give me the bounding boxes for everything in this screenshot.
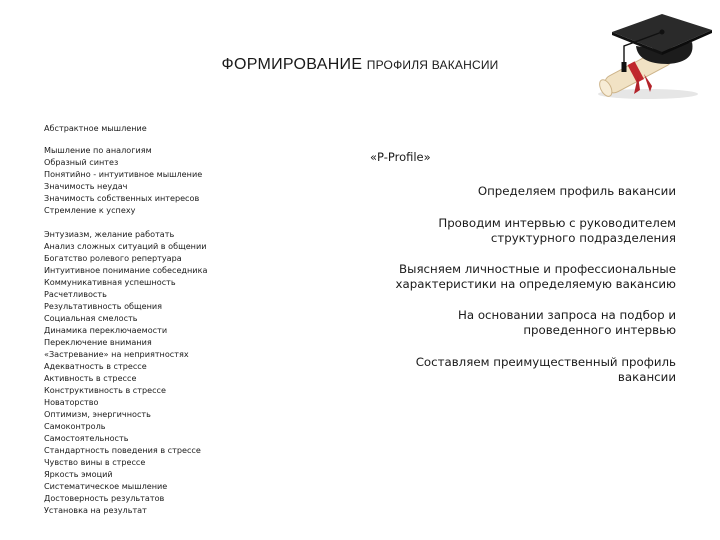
competency-item: Анализ сложных ситуаций в общении (44, 241, 207, 251)
competency-item: Динамика переключаемости (44, 325, 168, 335)
competency-item: Понятийно - интуитивное мышление (44, 169, 203, 179)
competency-item: Достоверность результатов (44, 493, 165, 503)
competency-list (44, 122, 294, 528)
competency-group-thinking (44, 144, 294, 216)
competency-item: Энтузиазм, желание работать (44, 229, 175, 239)
competency-item: Стандартность поведения в стрессе (44, 445, 201, 455)
competency-item: Образный синтез (44, 157, 119, 167)
page-title (0, 56, 720, 74)
step-2: Проводим интервью с руководителем структурного подразделения (438, 216, 676, 245)
competency-item: Коммуникативная успешность (44, 277, 176, 287)
competency-item: Установка на результат (44, 505, 147, 515)
competency-item: Систематическое мышление (44, 481, 168, 491)
competency-item: Яркость эмоций (44, 469, 113, 479)
competency-item: Результативность общения (44, 301, 163, 311)
competency-item: Расчетливость (44, 289, 107, 299)
step-1: Определяем профиль вакансии (477, 184, 676, 198)
competency-item: Чувство вины в стрессе (44, 457, 146, 467)
competency-item: Конструктивность в стрессе (44, 385, 166, 395)
competency-item: Социальная смелость (44, 313, 138, 323)
competency-item: Самостоятельность (44, 433, 129, 443)
competency-item: Мышление по аналогиям (44, 145, 152, 155)
step-4: На основании запроса на подбор и проведенного интервью (457, 308, 676, 337)
profile-steps (360, 150, 676, 385)
competency-group-abstract (44, 122, 294, 134)
competency-item: Самоконтроль (44, 421, 106, 431)
competency-item: Оптимизм, энергичность (44, 409, 151, 419)
competency-item: «Застревание» на неприятностях (44, 349, 189, 359)
competency-item: Переключение внимания (44, 337, 152, 347)
graduation-cap-diploma-icon (588, 6, 714, 102)
competency-item: Стремление к успеху (44, 205, 136, 215)
competency-item: Абстрактное мышление (44, 123, 147, 133)
competency-item: Богатство ролевого репертуара (44, 253, 182, 263)
competency-item: Активность в стрессе (44, 373, 137, 383)
competency-item: Адекватность в стрессе (44, 361, 147, 371)
competency-group-personal (44, 228, 294, 516)
profile-label: «P-Profile» (370, 150, 431, 164)
page-title-main: ФОРМИРОВАНИЕ (221, 56, 363, 73)
competency-item: Интуитивное понимание собеседника (44, 265, 208, 275)
competency-item: Значимость собственных интересов (44, 193, 200, 203)
step-3: Выясняем личностные и профессиональные характеристики на определяемую вакансию (395, 262, 676, 291)
page-title-sub: ПРОФИЛЯ ВАКАНСИИ (366, 58, 499, 72)
competency-item: Новаторство (44, 397, 99, 407)
competency-item: Значимость неудач (44, 181, 128, 191)
step-5: Составляем преимущественный профиль вакансии (415, 355, 676, 384)
